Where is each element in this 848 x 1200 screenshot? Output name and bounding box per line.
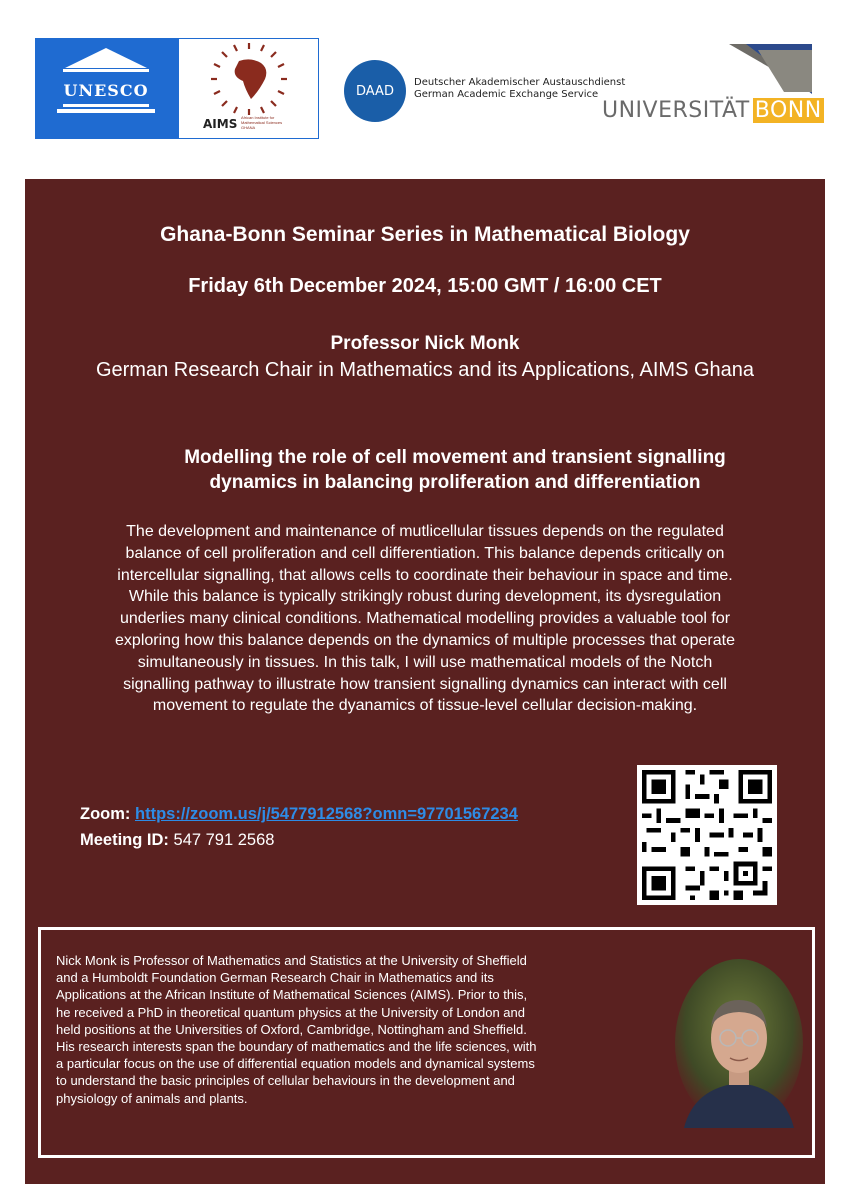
bio-line: His research interests span the boundary of mathematics and the life sciences, with xyxy=(56,1039,537,1055)
speaker-affiliation: German Research Chair in Mathematics and its Applications, AIMS Ghana xyxy=(95,359,755,381)
speaker-bio xyxy=(56,952,661,1107)
unesco-temple-icon xyxy=(35,38,178,139)
abstract-line: exploring how this balance depends on the dynamics of multiple processes that operate xyxy=(115,631,735,649)
bio-line: Nick Monk is Professor of Mathematics and Statistics at the University of Sheffield xyxy=(56,953,527,968)
meeting-id-label: Meeting ID: xyxy=(80,831,169,849)
daad-name xyxy=(414,77,625,101)
qr-code-icon[interactable] xyxy=(637,765,777,905)
talk-title-line: Modelling the role of cell movement and transient signalling xyxy=(184,447,726,468)
seminar-datetime: Friday 6th December 2024, 15:00 GMT / 16:00 CET xyxy=(188,275,662,297)
zoom-link[interactable]: https://zoom.us/j/5477912568?omn=97701567234 xyxy=(135,805,518,823)
aims-subtitle xyxy=(241,115,301,130)
abstract-line: balance of cell proliferation and cell differentiation. This balance depends critically on xyxy=(125,544,725,562)
meeting-id-info xyxy=(80,831,274,850)
meeting-id-value: 547 791 2568 xyxy=(173,831,275,849)
abstract-line: intercellular signalling, that allows cells to coordinate their behaviour in space and time. xyxy=(117,566,733,584)
daad-name-german: Deutscher Akademischer Austauschdienst xyxy=(414,77,626,88)
speaker-photo xyxy=(674,958,804,1128)
bonn-word-universitat: UNIVERSITÄT xyxy=(602,98,750,123)
unesco-logo xyxy=(35,38,178,139)
aims-subtitle-line: Mathematical Sciences xyxy=(241,120,283,125)
abstract-line: The development and maintenance of mutlicellular tissues depends on the regulated xyxy=(126,523,724,540)
bio-line: and a Humboldt Foundation German Research Chair in Mathematics and its xyxy=(56,970,494,986)
abstract-line: movement to regulate the dyanamics of tissue-level cellular decision-making. xyxy=(152,697,698,715)
abstract-line: underlies many clinical conditions. Mathematical modelling provides a valuable tool for xyxy=(119,610,731,628)
aims-wordmark: AIMS xyxy=(203,117,238,131)
abstract xyxy=(65,521,785,717)
aims-subtitle-line: GHANA xyxy=(241,125,256,130)
speaker-bio-box xyxy=(38,927,815,1158)
abstract-line: While this balance is typically strikingly robust during development, its dysregulation xyxy=(128,588,722,606)
bio-line: to understand the basic principles of cellular behaviours in the development and xyxy=(56,1073,515,1089)
speaker-name: Professor Nick Monk xyxy=(330,333,520,354)
daad-name-english: German Academic Exchange Service xyxy=(414,89,599,100)
zoom-info xyxy=(80,805,518,824)
seminar-panel xyxy=(25,179,825,1184)
aims-subtitle-line: African Institute for xyxy=(241,115,275,120)
bio-line: a particular focus on the use of differential equation models and dynamical systems xyxy=(56,1056,535,1072)
seminar-title: Ghana-Bonn Seminar Series in Mathematical Biology xyxy=(160,223,690,246)
zoom-label: Zoom: xyxy=(80,805,131,823)
bonn-wordmark xyxy=(602,98,824,123)
bio-line: physiology of animals and plants. xyxy=(56,1090,248,1106)
daad-logo: DAAD xyxy=(344,60,406,122)
abstract-line: simultaneously in tissues. In this talk, I will use mathematical models of the Notch xyxy=(137,653,713,671)
bio-line: held positions at the Universities of Oxford, Cambridge, Nottingham and Sheffield. xyxy=(56,1021,527,1037)
talk-title-line: dynamics in balancing proliferation and differentiation xyxy=(209,472,701,493)
abstract-line: signalling pathway to illustrate how transient signalling dynamics can interact with cell xyxy=(123,675,727,693)
bio-line: he received a PhD in theoretical quantum physics at the University of London and xyxy=(56,1004,525,1020)
bio-line: Applications at the African Institute of Mathematical Sciences (AIMS). Prior to this, xyxy=(56,987,528,1003)
unesco-wordmark: UNESCO xyxy=(63,81,149,100)
bonn-word-bonn: BONN xyxy=(754,98,822,123)
talk-title xyxy=(85,445,825,495)
aims-logo xyxy=(178,38,319,139)
